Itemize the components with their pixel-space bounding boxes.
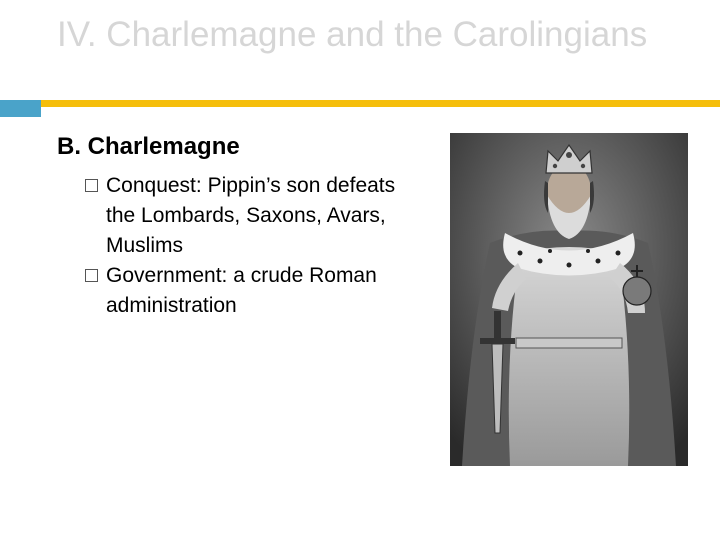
bullet-box-icon (85, 179, 98, 192)
bullet-item (85, 171, 405, 261)
bullet-text: Conquest: Pippin’s son defeats the Lombards, Saxons, Avars, Muslims (106, 174, 396, 257)
charlemagne-portrait (450, 133, 688, 466)
bullet-box-icon (85, 269, 98, 282)
bullet-text: Government: a crude Roman administration (106, 264, 377, 317)
section-heading: B. Charlemagne (57, 133, 240, 160)
bullet-item (85, 261, 405, 321)
slide-title: IV. Charlemagne and the Carolingians (57, 15, 648, 54)
title-accent-bar (0, 100, 41, 117)
bullet-list (85, 171, 405, 321)
title-underline-rule (41, 100, 720, 107)
